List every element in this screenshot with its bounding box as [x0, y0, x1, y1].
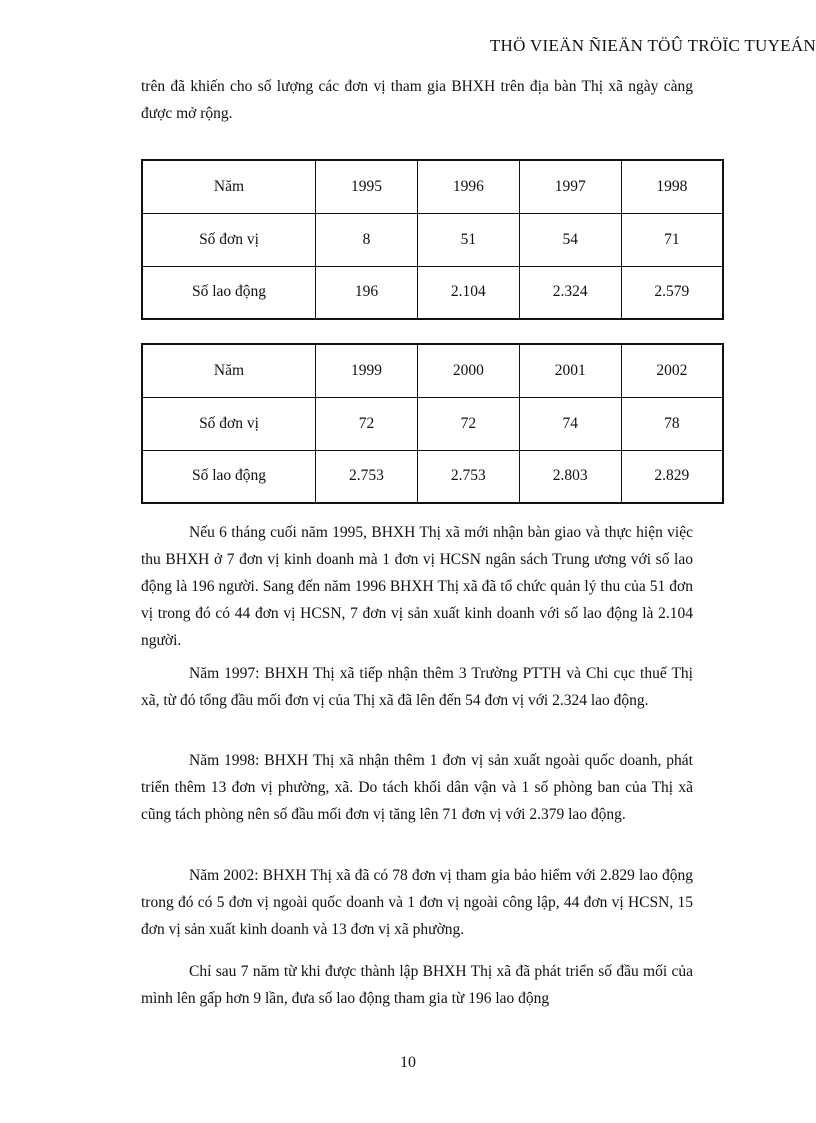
table-cell: 2002: [621, 344, 723, 397]
statistics-table-1995-1998: [141, 159, 724, 320]
table-cell: Năm: [142, 160, 316, 213]
table-cell: Số đơn vị: [142, 397, 316, 450]
table-cell: 2.829: [621, 450, 723, 503]
table-cell: 74: [519, 397, 621, 450]
table-row-units: [142, 213, 723, 266]
table-row-year: [142, 160, 723, 213]
table-cell: 2.753: [417, 450, 519, 503]
table-row-workers: [142, 266, 723, 319]
body-paragraph-4: Năm 2002: BHXH Thị xã đã có 78 đơn vị tham gia bảo hiểm với 2.829 lao động trong đó có 5 đơn vị ngoài quốc doanh và 1 đơn vị ngoài công lập, 44 đơn vị HCSN, 15 đơn vị sản xuất kinh doanh và 13 đơn vị xã phường.: [141, 867, 693, 938]
body-paragraph-1: Nếu 6 tháng cuối năm 1995, BHXH Thị xã mới nhận bàn giao và thực hiện việc thu BHXH ở 7 đơn vị kinh doanh mà 1 đơn vị HCSN ngân sách Trung ương với số lao động là 196 người. Sang đến năm 1996 BHXH Thị xã đã tổ chức quản lý thu của 51 đơn vị trong đó có 44 đơn vị HCSN, 7 đơn vị sản xuất kinh doanh với số lao động là 2.104 người.: [141, 524, 693, 649]
table-cell: 1996: [417, 160, 519, 213]
table-cell: 2.579: [621, 266, 723, 319]
body-paragraph-5: Chỉ sau 7 năm từ khi được thành lập BHXH Thị xã đã phát triển số đầu mối của mình lên gấp hơn 9 lần, đưa số lao động tham gia từ 196 lao động: [141, 963, 693, 1007]
intro-paragraph: trên đã khiến cho số lượng các đơn vị tham gia BHXH trên địa bàn Thị xã ngày càng được mở rộng.: [141, 78, 693, 122]
table-cell: 54: [519, 213, 621, 266]
table-cell: 1998: [621, 160, 723, 213]
table-cell: 78: [621, 397, 723, 450]
table-cell: 71: [621, 213, 723, 266]
table-cell: 72: [316, 397, 418, 450]
site-header: THÖ VIEÄN ÑIEÄN TÖÛ TRÖÏC TUYEÁN: [489, 36, 816, 55]
table-cell: 196: [316, 266, 418, 319]
page-number: 10: [400, 1054, 416, 1071]
table-cell: Số đơn vị: [142, 213, 316, 266]
table-cell: 51: [417, 213, 519, 266]
table-cell: Năm: [142, 344, 316, 397]
table-cell: 8: [316, 213, 418, 266]
table-cell: Số lao động: [142, 266, 316, 319]
table-cell: 2001: [519, 344, 621, 397]
table-row-workers: [142, 450, 723, 503]
table-cell: 1999: [316, 344, 418, 397]
table-cell: Số lao động: [142, 450, 316, 503]
table-row-year: [142, 344, 723, 397]
table-cell: 2.104: [417, 266, 519, 319]
body-paragraph-3: Năm 1998: BHXH Thị xã nhận thêm 1 đơn vị sản xuất ngoài quốc doanh, phát triển thêm 13 đơn vị phường, xã. Do tách khối dân vận và 1 số phòng ban của Thị xã cũng tách phòng nên số đầu mối đơn vị tăng lên 71 đơn vị với 2.379 lao động.: [141, 752, 693, 823]
table-cell: 2000: [417, 344, 519, 397]
statistics-table-1999-2002: [141, 343, 724, 504]
table-row-units: [142, 397, 723, 450]
body-paragraph-2: Năm 1997: BHXH Thị xã tiếp nhận thêm 3 Trường PTTH và Chi cục thuế Thị xã, từ đó tổng đầu mối đơn vị của Thị xã đã lên đến 54 đơn vị với 2.324 lao động.: [141, 665, 693, 709]
table-cell: 1997: [519, 160, 621, 213]
table-cell: 2.324: [519, 266, 621, 319]
table-cell: 1995: [316, 160, 418, 213]
table-cell: 2.753: [316, 450, 418, 503]
table-cell: 72: [417, 397, 519, 450]
table-cell: 2.803: [519, 450, 621, 503]
